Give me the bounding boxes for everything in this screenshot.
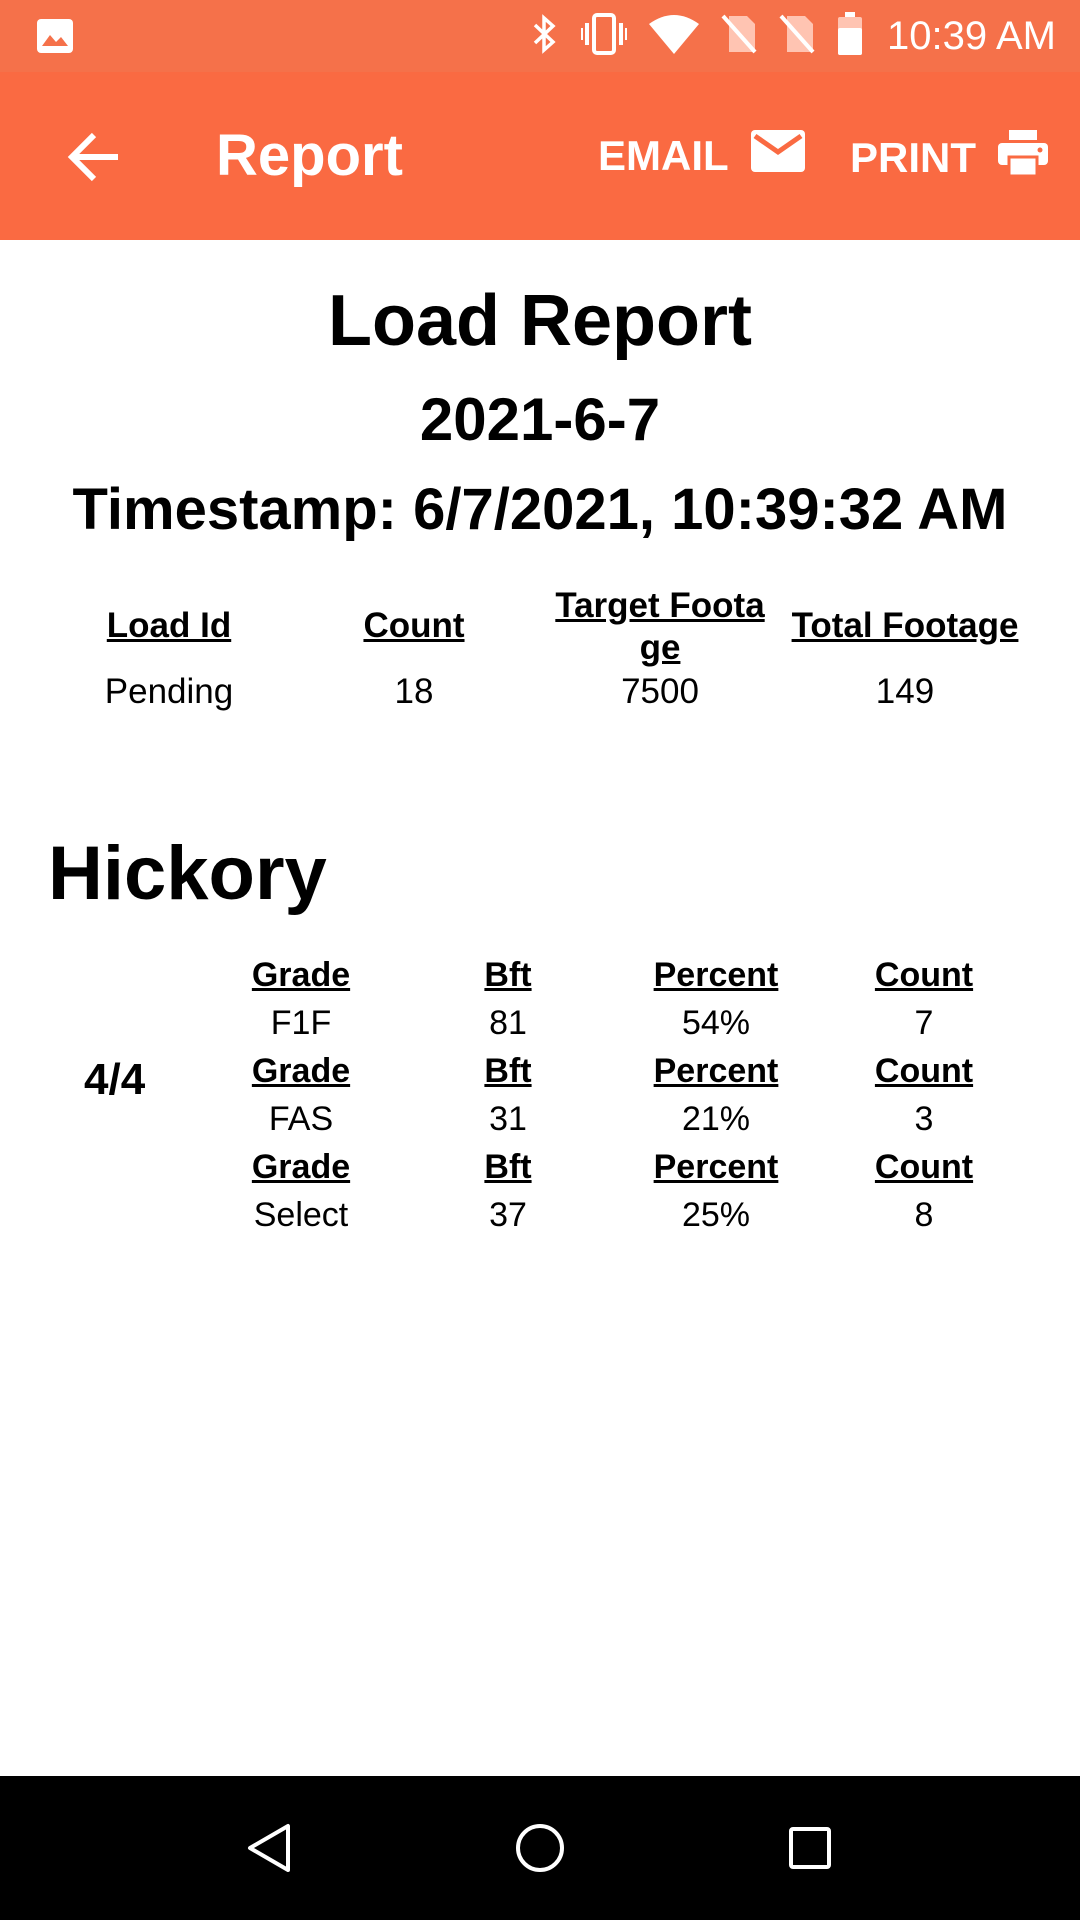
summary-value: 149	[875, 672, 935, 711]
count-value: 7	[914, 1004, 934, 1042]
grade-header: Grade	[251, 1148, 351, 1186]
grade-row	[0, 1051, 1080, 1147]
summary-header: Total Footage	[791, 606, 1019, 645]
summary-value: 18	[394, 672, 434, 711]
battery-icon	[837, 12, 863, 61]
envelope-icon	[751, 130, 805, 182]
recents-square-icon[interactable]	[782, 1820, 838, 1876]
count-header: Count	[874, 956, 974, 994]
summary-header: Count	[363, 606, 465, 645]
percent-value: 25%	[681, 1196, 751, 1234]
status-bar	[0, 0, 1080, 72]
summary-col-target-footage	[545, 585, 775, 711]
bft-header: Bft	[484, 1052, 532, 1090]
bluetooth-icon	[531, 14, 559, 59]
report-date: 2021-6-7	[419, 386, 661, 453]
back-triangle-icon[interactable]	[242, 1820, 298, 1876]
print-label: PRINT	[850, 134, 976, 181]
navigation-bar	[0, 1776, 1080, 1920]
vibrate-icon	[581, 13, 627, 60]
summary-header: Target Footage	[555, 586, 765, 667]
status-time: 10:39 AM	[886, 14, 1056, 58]
grade-value: F1F	[270, 1004, 332, 1042]
percent-header: Percent	[653, 956, 779, 994]
report-title: Load Report	[328, 281, 752, 361]
grade-header: Grade	[251, 1052, 351, 1090]
email-label: EMAIL	[598, 132, 729, 179]
bft-value: 31	[489, 1100, 527, 1138]
percent-header: Percent	[653, 1052, 779, 1090]
app-bar	[0, 72, 1080, 240]
summary-col-count	[299, 605, 529, 711]
email-button[interactable]	[598, 130, 805, 182]
percent-value: 21%	[681, 1100, 751, 1138]
home-circle-icon[interactable]	[512, 1820, 568, 1876]
app-bar-title: Report	[216, 123, 403, 188]
species-title: Hickory	[48, 831, 327, 916]
grade-value: FAS	[268, 1100, 334, 1138]
count-header: Count	[874, 1052, 974, 1090]
report-timestamp: Timestamp: 6/7/2021, 10:39:32 AM	[72, 477, 1008, 542]
bft-header: Bft	[484, 956, 532, 994]
summary-header: Load Id	[106, 606, 232, 645]
grade-row	[0, 955, 1080, 1051]
grade-row	[0, 1147, 1080, 1243]
image-icon	[36, 18, 74, 59]
count-value: 3	[914, 1100, 934, 1138]
summary-col-load-id	[54, 605, 284, 711]
printer-icon	[998, 130, 1048, 186]
grade-value: Select	[253, 1196, 349, 1234]
grade-header: Grade	[251, 956, 351, 994]
percent-header: Percent	[653, 1148, 779, 1186]
count-value: 8	[914, 1196, 934, 1234]
bft-header: Bft	[484, 1148, 532, 1186]
back-arrow-icon[interactable]	[66, 129, 122, 185]
percent-value: 54%	[681, 1004, 751, 1042]
size-label: 4/4	[84, 1055, 146, 1104]
no-sim-icon	[721, 14, 757, 59]
summary-value: Pending	[104, 672, 234, 711]
bft-value: 37	[489, 1196, 527, 1234]
no-sim-icon	[779, 14, 815, 59]
bft-value: 81	[489, 1004, 527, 1042]
summary-value: 7500	[621, 672, 699, 711]
count-header: Count	[874, 1148, 974, 1186]
print-button[interactable]	[850, 130, 1048, 186]
wifi-icon	[649, 14, 699, 59]
summary-col-total-footage	[790, 605, 1020, 711]
